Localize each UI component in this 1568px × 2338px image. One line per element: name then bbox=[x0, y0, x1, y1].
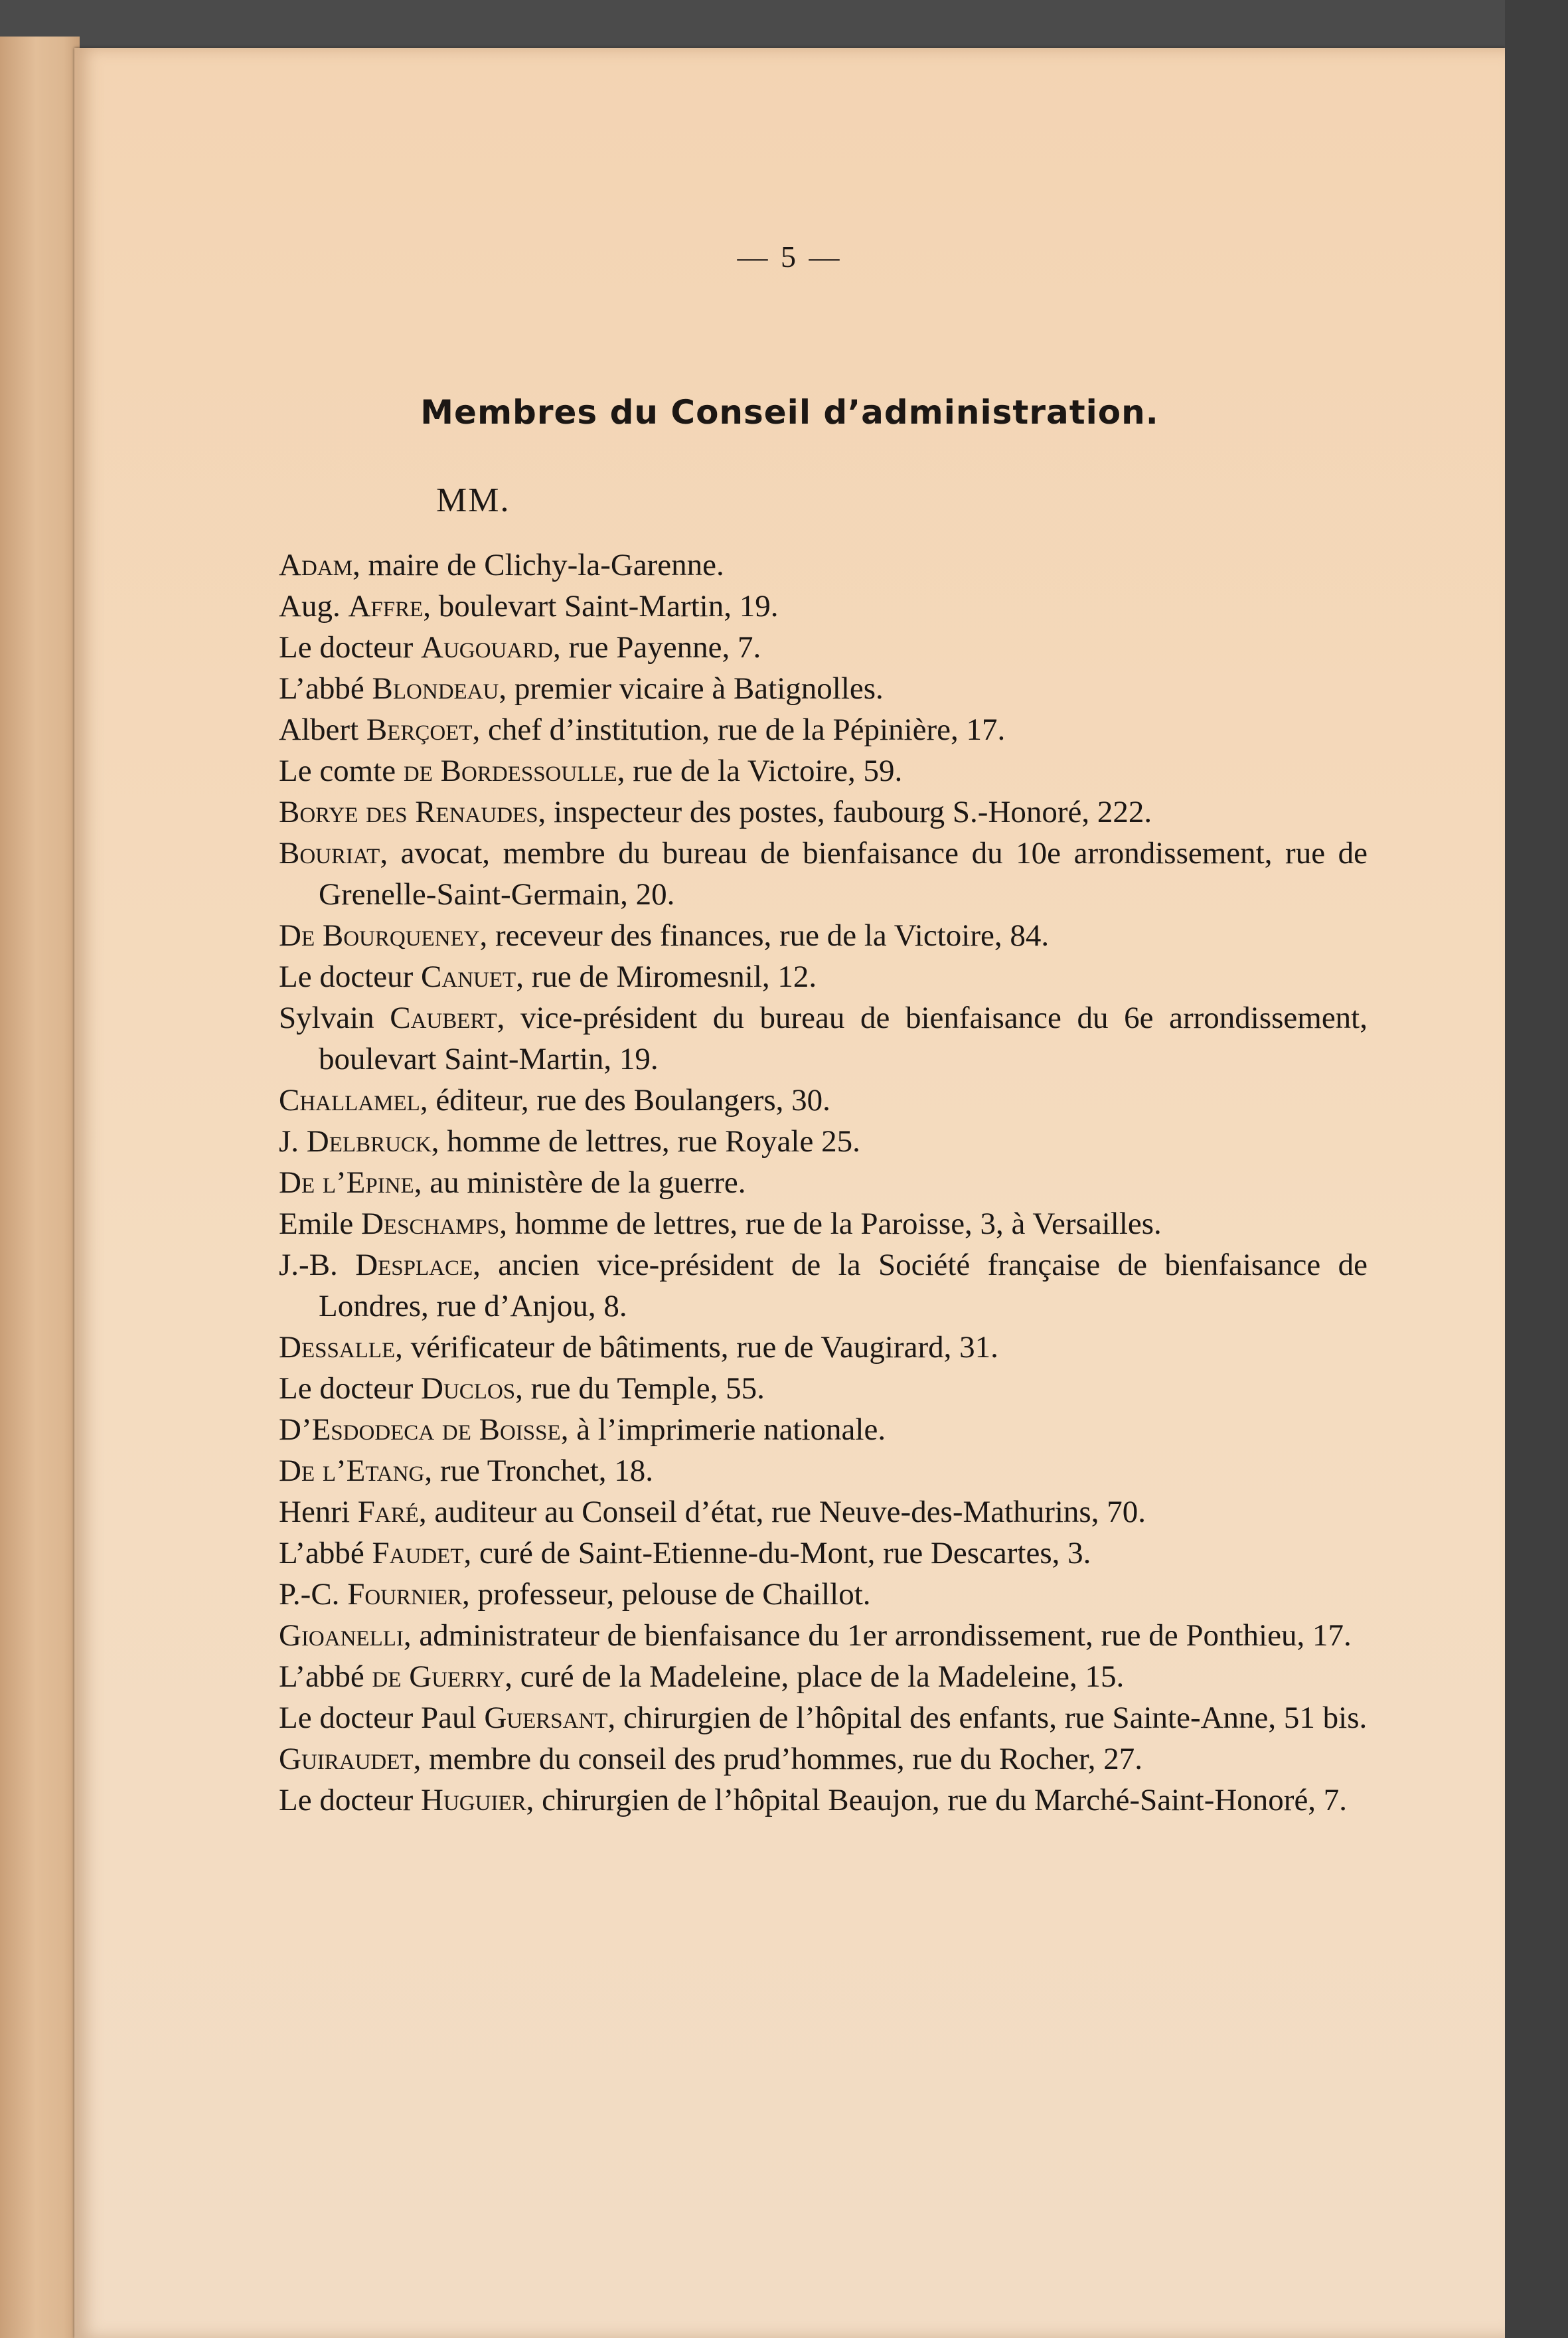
salutation: MM. bbox=[436, 481, 510, 519]
member-name: Deschamps bbox=[361, 1207, 500, 1241]
member-entry bbox=[279, 627, 1368, 668]
member-entry bbox=[279, 1697, 1368, 1738]
member-details: , administrateur de bienfaisance du 1er arrondissement, rue de Ponthieu, 17. bbox=[403, 1618, 1352, 1653]
member-entry bbox=[279, 997, 1368, 1080]
member-details: , boulevart Saint-Martin, 19. bbox=[423, 589, 779, 624]
member-name: Faudet bbox=[372, 1536, 464, 1570]
member-prefix: Emile bbox=[279, 1207, 361, 1241]
member-entry bbox=[279, 833, 1368, 915]
member-name: de Guerry bbox=[372, 1659, 505, 1694]
member-entry bbox=[279, 792, 1368, 833]
member-details: , au ministère de la guerre. bbox=[414, 1165, 746, 1200]
member-entry bbox=[279, 1409, 1368, 1450]
member-entry bbox=[279, 709, 1368, 750]
member-entry bbox=[279, 668, 1368, 709]
member-entry bbox=[279, 1327, 1368, 1368]
member-details: , auditeur au Conseil d’état, rue Neuve-des-Mathurins, 70. bbox=[418, 1495, 1146, 1529]
member-name: Affre bbox=[348, 589, 424, 624]
member-details: , rue de la Victoire, 59. bbox=[617, 754, 903, 788]
member-entry bbox=[279, 915, 1368, 956]
member-details: , vérificateur de bâtiments, rue de Vaugirard, 31. bbox=[395, 1330, 998, 1365]
member-entry bbox=[279, 544, 1368, 586]
member-entry bbox=[279, 1738, 1368, 1780]
member-entry bbox=[279, 1203, 1368, 1244]
member-prefix: Aug. bbox=[279, 589, 349, 624]
member-details: , chirurgien de l’hôpital des enfants, rue Sainte-Anne, 51 bis. bbox=[607, 1701, 1368, 1735]
member-details: , homme de lettres, rue Royale 25. bbox=[431, 1124, 860, 1159]
member-details: , rue Payenne, 7. bbox=[552, 630, 761, 665]
member-details: , maire de Clichy-la-Garenne. bbox=[352, 548, 724, 582]
member-prefix: Le docteur bbox=[279, 630, 422, 665]
scan-background-right bbox=[1505, 0, 1568, 2338]
member-details: , inspecteur des postes, faubourg S.-Honoré, 222. bbox=[538, 795, 1152, 829]
member-entry bbox=[279, 586, 1368, 627]
member-name: Desplace bbox=[355, 1248, 473, 1282]
member-details: , rue du Temple, 55. bbox=[515, 1371, 765, 1406]
member-name: Canuet bbox=[421, 960, 516, 994]
page-text bbox=[74, 48, 1505, 2338]
member-prefix: Albert bbox=[279, 712, 366, 747]
member-details: , homme de lettres, rue de la Paroisse, 3, à Versailles. bbox=[499, 1207, 1162, 1241]
member-name: Fournier bbox=[347, 1577, 462, 1612]
member-entry bbox=[279, 750, 1368, 792]
member-name: Challamel bbox=[279, 1083, 420, 1118]
member-prefix: Henri bbox=[279, 1495, 358, 1529]
member-details: , premier vicaire à Batignolles. bbox=[499, 671, 884, 706]
member-name: Bouriat bbox=[279, 836, 380, 871]
member-entry bbox=[279, 1615, 1368, 1656]
member-details: , vice-président du bureau de bienfaisance du 6e arrondissement, boulevart Saint-Martin, 19. bbox=[319, 1001, 1368, 1076]
member-name: Adam bbox=[279, 548, 353, 582]
member-name: Duclos bbox=[421, 1371, 516, 1406]
member-details: , membre du conseil des prud’hommes, rue du Rocher, 27. bbox=[413, 1742, 1143, 1776]
member-name: Guersant bbox=[484, 1701, 608, 1735]
member-prefix: Le docteur bbox=[279, 960, 422, 994]
member-details: , chef d’institution, rue de la Pépinière, 17. bbox=[472, 712, 1006, 747]
member-entry bbox=[279, 1533, 1368, 1574]
member-name: D’Esdodeca de Boisse bbox=[279, 1412, 561, 1447]
member-prefix: J.-B. bbox=[279, 1248, 356, 1282]
member-list bbox=[279, 544, 1368, 1821]
member-prefix: J. bbox=[279, 1124, 307, 1159]
member-details: , à l’imprimerie nationale. bbox=[560, 1412, 886, 1447]
left-facing-page-edge bbox=[0, 37, 80, 2338]
member-name: Guiraudet bbox=[279, 1742, 414, 1776]
page-number: — 5 — bbox=[737, 240, 842, 274]
member-details: , curé de Saint-Etienne-du-Mont, rue Descartes, 3. bbox=[463, 1536, 1091, 1570]
member-entry bbox=[279, 956, 1368, 997]
member-entry bbox=[279, 1491, 1368, 1533]
member-entry bbox=[279, 1780, 1368, 1821]
member-entry bbox=[279, 1080, 1368, 1121]
member-name: Caubert bbox=[390, 1001, 497, 1035]
member-name: Augouard bbox=[421, 630, 553, 665]
member-details: , ancien vice-président de la Société française de bienfaisance de Londres, rue d’Anjou, 8. bbox=[319, 1248, 1368, 1323]
member-prefix: Le comte bbox=[279, 754, 404, 788]
member-prefix: P.-C. bbox=[279, 1577, 348, 1612]
member-name: De Bourqueney bbox=[279, 918, 480, 953]
member-name: Gioanelli bbox=[279, 1618, 404, 1653]
member-entry bbox=[279, 1121, 1368, 1162]
member-prefix: Le docteur bbox=[279, 1783, 422, 1817]
member-name: Delbruck bbox=[306, 1124, 431, 1159]
member-details: , professeur, pelouse de Chaillot. bbox=[462, 1577, 871, 1612]
member-details: , chirurgien de l’hôpital Beaujon, rue du Marché-Saint-Honoré, 7. bbox=[526, 1783, 1348, 1817]
member-details: , rue Tronchet, 18. bbox=[424, 1454, 654, 1488]
member-details: , éditeur, rue des Boulangers, 30. bbox=[420, 1083, 830, 1118]
member-details: , curé de la Madeleine, place de la Madeleine, 15. bbox=[505, 1659, 1125, 1694]
member-name: Dessalle bbox=[279, 1330, 396, 1365]
section-title: Membres du Conseil d’administration. bbox=[420, 393, 1159, 432]
member-name: Huguier bbox=[421, 1783, 526, 1817]
member-prefix: Le docteur Paul bbox=[279, 1701, 485, 1735]
member-name: Borye des Renaudes bbox=[279, 795, 538, 829]
member-entry bbox=[279, 1244, 1368, 1327]
member-entry bbox=[279, 1162, 1368, 1203]
member-prefix: L’abbé bbox=[279, 671, 372, 706]
member-prefix: L’abbé bbox=[279, 1659, 372, 1694]
member-entry bbox=[279, 1450, 1368, 1491]
member-name: de Bordessoulle bbox=[403, 754, 617, 788]
member-details: , receveur des finances, rue de la Victoire, 84. bbox=[479, 918, 1050, 953]
member-prefix: L’abbé bbox=[279, 1536, 372, 1570]
member-prefix: Sylvain bbox=[279, 1001, 390, 1035]
member-prefix: Le docteur bbox=[279, 1371, 422, 1406]
member-entry bbox=[279, 1574, 1368, 1615]
member-name: De l’Epine bbox=[279, 1165, 414, 1200]
member-entry bbox=[279, 1656, 1368, 1697]
member-name: Berçoet bbox=[366, 712, 473, 747]
member-name: Faré bbox=[357, 1495, 419, 1529]
member-name: De l’Etang bbox=[279, 1454, 425, 1488]
member-entry bbox=[279, 1368, 1368, 1409]
document-page bbox=[74, 48, 1505, 2338]
member-name: Blondeau bbox=[372, 671, 499, 706]
member-details: , rue de Miromesnil, 12. bbox=[516, 960, 817, 994]
member-details: , avocat, membre du bureau de bienfaisance du 10e arrondissement, rue de Grenelle-Saint-Germain, 20. bbox=[319, 836, 1368, 912]
